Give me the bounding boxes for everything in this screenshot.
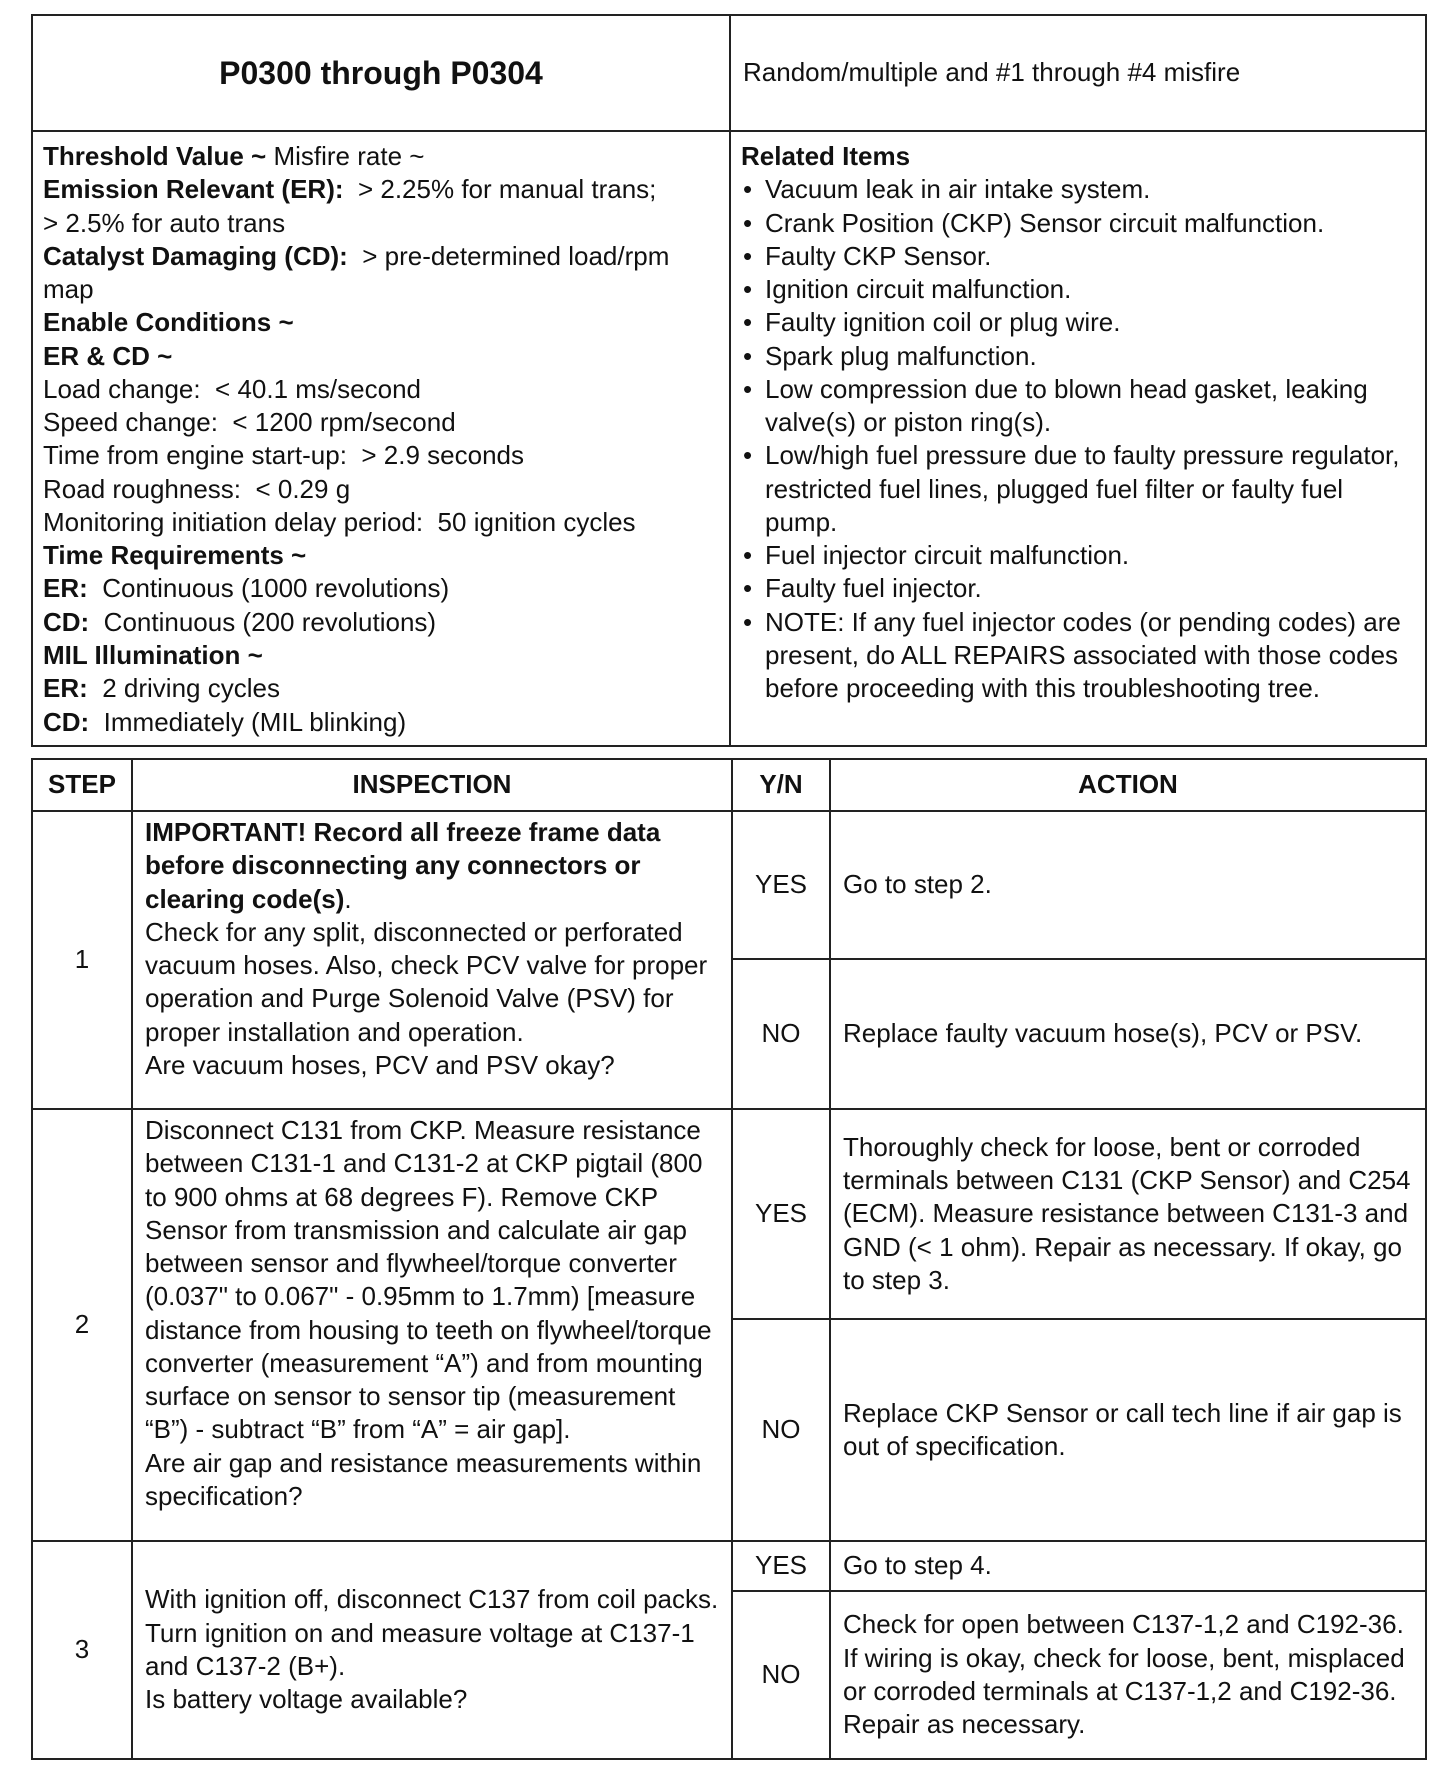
related-items-heading: Related Items bbox=[741, 141, 911, 171]
inspection-text: With ignition off, disconnect C137 from coil packs. Turn ignition on and measure voltage at C137-1 and C137-2 (B+). bbox=[145, 1584, 719, 1681]
no-action: Check for open between C137-1,2 and C192-36. If wiring is okay, check for loose, bent, misplaced or corroded terminals at C137-1,2 and C192-36. Repair as necessary. bbox=[830, 1591, 1426, 1759]
yes-action: Go to step 4. bbox=[830, 1541, 1426, 1591]
condition-line bbox=[43, 207, 719, 240]
condition-value: Road roughness: < 0.29 g bbox=[43, 473, 351, 504]
inspection-question: Are air gap and resistance measurements within specification? bbox=[145, 1447, 702, 1511]
col-header-inspection: INSPECTION bbox=[132, 759, 732, 811]
condition-line bbox=[43, 706, 719, 739]
related-item: • Faulty ignition coil or plug wire. bbox=[741, 306, 1415, 339]
inspection-text: Disconnect C131 from CKP. Measure resistance between C131-1 and C131-2 at CKP pigtail (800 to 900 ohms at 68 degrees F). Remove CKP Sensor from transmission and calculate air gap between sensor and flywheel/torque converter (0.037" to 0.067" - 0.95mm to 1.7mm) [measure distance from housing to teeth on flywheel/torque converter (measurement “A”) and from mounting surface on sensor to sensor tip (measurement “B”) - subtract “B” from “A” = air gap]. bbox=[145, 1115, 712, 1445]
condition-label: Catalyst Damaging (CD): bbox=[43, 240, 348, 271]
condition-label: CD: bbox=[43, 706, 90, 737]
related-item: • Ignition circuit malfunction. bbox=[741, 273, 1415, 306]
step-number: 2 bbox=[32, 1109, 132, 1541]
related-items-cell bbox=[730, 131, 1426, 746]
col-header-action: ACTION bbox=[830, 759, 1426, 811]
condition-line bbox=[43, 373, 719, 406]
condition-value: Time from engine start-up: > 2.9 seconds bbox=[43, 440, 524, 471]
condition-value: 2 driving cycles bbox=[87, 673, 280, 704]
yes-label: YES bbox=[732, 811, 830, 959]
condition-value: map bbox=[43, 274, 94, 305]
condition-label: ER & CD ~ bbox=[43, 340, 173, 371]
condition-value: Continuous (200 revolutions) bbox=[89, 606, 437, 637]
condition-value: Continuous (1000 revolutions) bbox=[87, 573, 450, 604]
conditions-cell bbox=[32, 131, 730, 746]
related-item: • Vacuum leak in air intake system. bbox=[741, 173, 1415, 206]
yes-action: Go to step 2. bbox=[830, 811, 1426, 959]
condition-value: Monitoring initiation delay period: 50 ignition cycles bbox=[43, 506, 636, 537]
condition-line bbox=[43, 406, 719, 439]
step-number: 1 bbox=[32, 811, 132, 1109]
condition-line bbox=[43, 606, 719, 639]
inspection-question: Are vacuum hoses, PCV and PSV okay? bbox=[145, 1049, 615, 1080]
condition-value: > 2.5% for auto trans bbox=[43, 207, 286, 238]
no-action: Replace faulty vacuum hose(s), PCV or PSV. bbox=[830, 959, 1426, 1109]
condition-line bbox=[43, 439, 719, 472]
condition-line bbox=[43, 240, 719, 273]
inspection-text: Check for any split, disconnected or perforated vacuum hoses. Also, check PCV valve for proper operation and Purge Solenoid Valve (PSV) for proper installation and operation. bbox=[145, 916, 708, 1047]
condition-value: Immediately (MIL blinking) bbox=[89, 706, 407, 737]
condition-label: Time Requirements ~ bbox=[43, 540, 307, 571]
related-item: • Fuel injector circuit malfunction. bbox=[741, 539, 1415, 572]
condition-line bbox=[43, 572, 719, 605]
yes-label: YES bbox=[732, 1541, 830, 1591]
related-item: • Crank Position (CKP) Sensor circuit malfunction. bbox=[741, 207, 1415, 240]
step-inspection bbox=[132, 1541, 732, 1759]
condition-line bbox=[43, 506, 719, 539]
yes-action: Thoroughly check for loose, bent or corroded terminals between C131 (CKP Sensor) and C254 (ECM). Measure resistance between C131-3 and GND (< 1 ohm). Repair as necessary. If okay, go to step 3. bbox=[830, 1109, 1426, 1319]
condition-label: Emission Relevant (ER): bbox=[43, 174, 344, 205]
important-note-tail: . bbox=[344, 883, 352, 914]
dtc-code-title: P0300 through P0304 bbox=[32, 15, 730, 131]
conditions-list bbox=[43, 140, 719, 739]
step-inspection bbox=[132, 1109, 732, 1541]
condition-line bbox=[43, 140, 719, 173]
important-note: IMPORTANT! Record all freeze frame data before disconnecting any connectors or clearing code(s) bbox=[145, 817, 661, 914]
condition-label: ER: bbox=[43, 673, 88, 704]
step-number: 3 bbox=[32, 1541, 132, 1759]
related-item: • Low/high fuel pressure due to faulty pressure regulator, restricted fuel lines, plugged fuel filter or faulty fuel pump. bbox=[741, 439, 1415, 539]
condition-value: Misfire rate ~ bbox=[266, 141, 425, 171]
condition-label: CD: bbox=[43, 606, 90, 637]
condition-label: ER: bbox=[43, 573, 88, 604]
related-item: • Faulty CKP Sensor. bbox=[741, 240, 1415, 273]
troubleshooting-steps-table bbox=[31, 758, 1427, 1760]
condition-line bbox=[43, 473, 719, 506]
condition-value: > 2.25% for manual trans; bbox=[343, 174, 657, 205]
no-label: NO bbox=[732, 1319, 830, 1541]
condition-label: MIL Illumination ~ bbox=[43, 639, 263, 670]
condition-line bbox=[43, 340, 719, 373]
condition-value: > pre-determined load/rpm bbox=[347, 240, 670, 271]
no-action: Replace CKP Sensor or call tech line if air gap is out of specification. bbox=[830, 1319, 1426, 1541]
related-item: • Low compression due to blown head gasket, leaking valve(s) or piston ring(s). bbox=[741, 373, 1415, 440]
condition-line bbox=[43, 306, 719, 339]
inspection-question: Is battery voltage available? bbox=[145, 1684, 468, 1715]
col-header-step: STEP bbox=[32, 759, 132, 811]
no-label: NO bbox=[732, 1591, 830, 1759]
condition-label: Enable Conditions ~ bbox=[43, 307, 294, 338]
condition-line bbox=[43, 273, 719, 306]
step-inspection bbox=[132, 811, 732, 1109]
related-items-list bbox=[741, 173, 1415, 705]
related-item: • Faulty fuel injector. bbox=[741, 572, 1415, 605]
condition-value: Speed change: < 1200 rpm/second bbox=[43, 407, 456, 438]
dtc-header-table bbox=[31, 14, 1427, 747]
condition-line bbox=[43, 639, 719, 672]
condition-label: Threshold Value ~ bbox=[43, 141, 267, 171]
condition-value: Load change: < 40.1 ms/second bbox=[43, 373, 421, 404]
condition-line bbox=[43, 173, 719, 206]
col-header-yn: Y/N bbox=[732, 759, 830, 811]
condition-line bbox=[43, 672, 719, 705]
related-item: • NOTE: If any fuel injector codes (or pending codes) are present, do ALL REPAIRS associated with those codes before proceeding with this troubleshooting tree. bbox=[741, 606, 1415, 706]
dtc-code-description: Random/multiple and #1 through #4 misfire bbox=[730, 15, 1426, 131]
yes-label: YES bbox=[732, 1109, 830, 1319]
no-label: NO bbox=[732, 959, 830, 1109]
related-item: • Spark plug malfunction. bbox=[741, 340, 1415, 373]
condition-line bbox=[43, 539, 719, 572]
